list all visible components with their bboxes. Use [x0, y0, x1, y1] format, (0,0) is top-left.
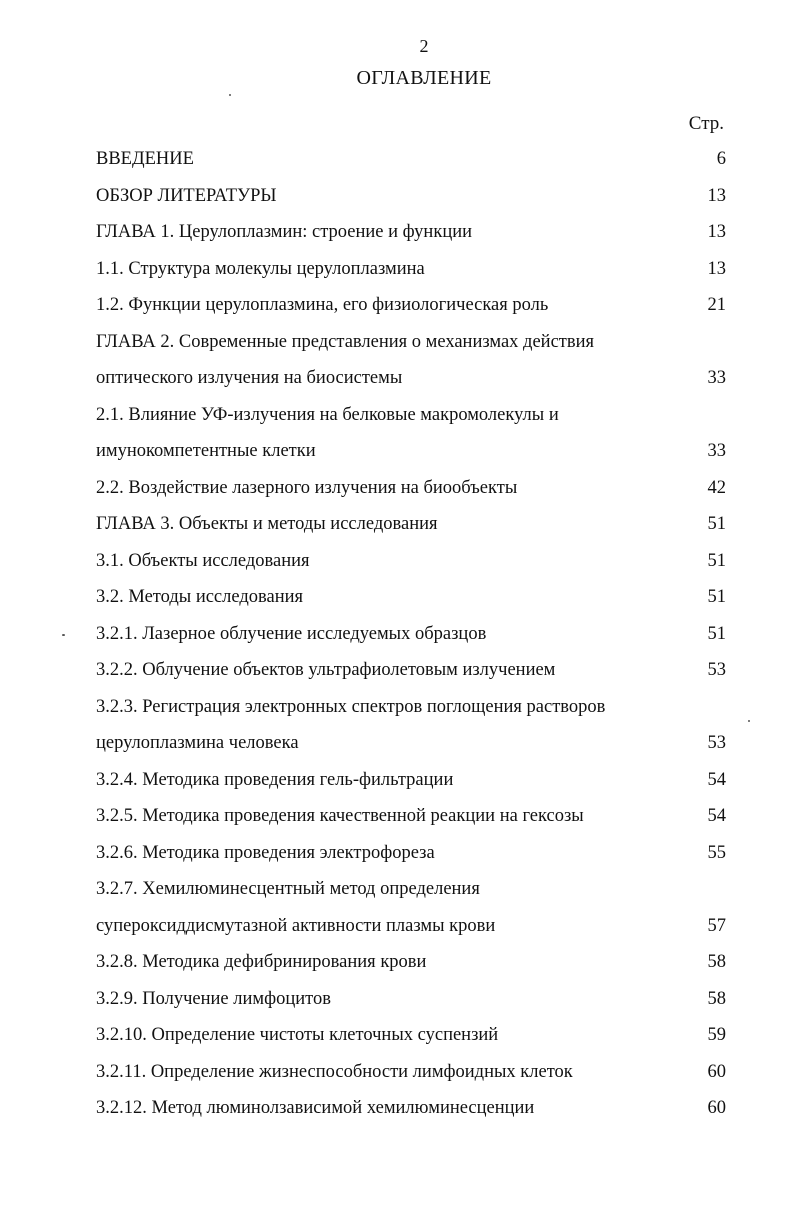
toc-entry-text: ВВЕДЕНИЕ [96, 149, 194, 169]
toc-entry-text: ГЛАВА 3. Объекты и методы исследования [96, 514, 438, 534]
toc-entry-page: 6 [716, 149, 726, 169]
toc-entry [96, 324, 726, 361]
toc-entry-page: 57 [707, 915, 726, 936]
toc-entry-text: 3.2.3. Регистрация электронных спектров поглощения растворов [96, 696, 606, 717]
toc-entry-text: 1.1. Структура молекулы церулоплазмина [96, 258, 425, 279]
scan-speck [62, 634, 65, 636]
toc-entry [96, 725, 726, 762]
toc-entry [96, 543, 726, 580]
toc-entry [96, 470, 726, 507]
toc-entry-page: 58 [707, 988, 726, 1009]
toc-entry-text: 3.2.9. Получение лимфоцитов [96, 988, 331, 1009]
toc-entry [96, 835, 726, 872]
toc-entry-text: ОБЗОР ЛИТЕРАТУРЫ [96, 185, 277, 206]
toc-entry [96, 689, 726, 726]
scan-speck [748, 720, 750, 722]
toc-entry-page: 60 [707, 1098, 726, 1118]
toc-entry [96, 798, 726, 835]
toc-entry [96, 871, 726, 908]
toc-entry-text: 3.2.6. Методика проведения электрофореза [96, 842, 435, 863]
toc-entry-page: 53 [707, 660, 726, 680]
toc-entry-page: 51 [707, 623, 726, 644]
toc-entry-text: супероксиддисмутазной активности плазмы крови [96, 915, 496, 936]
toc-entry [96, 178, 726, 215]
page-column-label: Стр. [688, 113, 724, 134]
toc-entry [96, 981, 726, 1018]
page-number: 2 [419, 36, 429, 56]
toc-entry [96, 506, 726, 543]
toc-entry-text: 2.1. Влияние УФ-излучения на белковые макромолекулы и [96, 404, 559, 425]
toc-entry-text: 3.2.2. Облучение объектов ультрафиолетовым излучением [96, 660, 556, 680]
toc-entry-page: 54 [707, 806, 726, 826]
toc-entry [96, 1090, 726, 1127]
toc-entry-text: 3.2.4. Методика проведения гель-фильтрации [96, 769, 454, 790]
toc-entry-text: церулоплазмина человека [96, 733, 299, 753]
toc-entry-page: 13 [707, 258, 726, 279]
toc-entry [96, 1017, 726, 1054]
toc-entry-page: 51 [707, 550, 726, 571]
toc-entry [96, 214, 726, 251]
toc-entry-page: 54 [707, 769, 726, 790]
toc-entry-page: 33 [707, 368, 726, 388]
toc-entry-page: 42 [707, 477, 726, 498]
toc-entry [96, 397, 726, 434]
toc-entry-text: ГЛАВА 1. Церулоплазмин: строение и функции [96, 222, 473, 242]
toc-entry [96, 762, 726, 799]
toc-entry-text: 3.2.5. Методика проведения качественной реакции на гексозы [96, 806, 584, 826]
toc-entry-text: 1.2. Функции церулоплазмина, его физиологическая роль [96, 295, 549, 315]
toc-entry-text: 3.2.11. Определение жизнеспособности лимфоидных клеток [96, 1061, 573, 1082]
toc-entry-text: 3.2.7. Хемилюминесцентный метод определения [96, 879, 480, 899]
toc-entry-page: 53 [707, 733, 726, 753]
toc-entry-page: 60 [707, 1061, 726, 1082]
toc-entry-text: оптического излучения на биосистемы [96, 368, 403, 388]
toc-entry [96, 1054, 726, 1091]
toc-entry [96, 908, 726, 945]
page-title: ОГЛАВЛЕНИЕ [356, 67, 492, 89]
toc-entry-text: 3.1. Объекты исследования [96, 550, 310, 571]
toc-entry-page: 33 [707, 441, 726, 461]
toc-entry [96, 251, 726, 288]
table-of-contents [96, 141, 726, 1127]
scan-speck [229, 94, 231, 96]
toc-entry-text: 3.2.10. Определение чистоты клеточных суспензий [96, 1025, 499, 1045]
toc-entry-text: 3.2.1. Лазерное облучение исследуемых образцов [96, 623, 487, 644]
toc-entry-page: 58 [707, 952, 726, 972]
toc-entry [96, 141, 726, 178]
toc-entry-text: ГЛАВА 2. Современные представления о механизмах действия [96, 331, 595, 352]
toc-entry-text: 3.2.12. Метод люминолзависимой хемилюминесценции [96, 1098, 535, 1118]
toc-entry [96, 360, 726, 397]
toc-entry-page: 13 [707, 222, 726, 242]
toc-entry [96, 616, 726, 653]
toc-entry-page: 59 [707, 1025, 726, 1045]
toc-entry [96, 944, 726, 981]
toc-entry [96, 579, 726, 616]
toc-entry [96, 433, 726, 470]
toc-entry-page: 55 [707, 842, 726, 863]
toc-entry-text: имунокомпетентные клетки [96, 441, 316, 461]
toc-entry [96, 652, 726, 689]
toc-entry-page: 13 [707, 185, 726, 206]
toc-entry-page: 51 [707, 514, 726, 534]
toc-entry-text: 3.2. Методы исследования [96, 587, 304, 607]
toc-entry [96, 287, 726, 324]
toc-entry-page: 51 [707, 587, 726, 607]
toc-entry-text: 2.2. Воздействие лазерного излучения на биообъекты [96, 477, 518, 498]
toc-entry-page: 21 [707, 295, 726, 315]
toc-entry-text: 3.2.8. Методика дефибринирования крови [96, 952, 427, 972]
